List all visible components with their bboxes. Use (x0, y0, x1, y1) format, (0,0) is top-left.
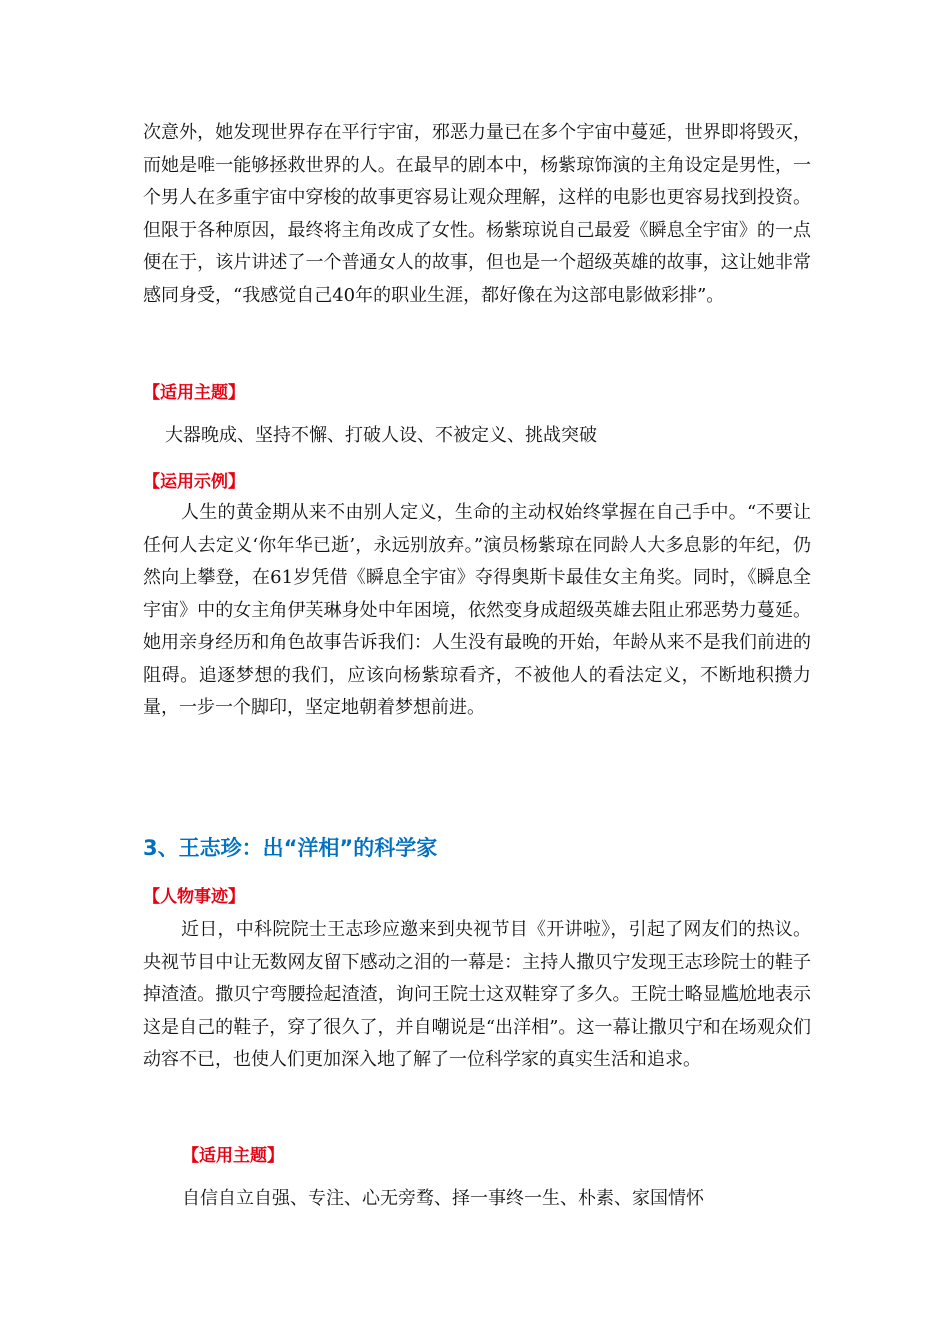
applicable-theme-text-2: 自信自立自强、专注、心无旁骛、择一事终一生、朴素、家国情怀 (182, 1188, 704, 1209)
person-deeds-paragraph: 近日，中科院院士王志珍应邀来到央视节目《开讲啦》，引起了网友们的热议。央视节目中让无数网友留下感动之泪的一幕是：主持人撒贝宁发现王志珍院士的鞋子掉渣渣。撒贝宁弯腰捡起渣渣，询问王院士这双鞋穿了多久。王院士略显尴尬地表示这是自己的鞋子，穿了很久了，并自嘲说是“出洋相”。这一幕让撒贝宁和在场观众们动容不已，也使人们更加深入地了解了一位科学家的真实生活和追求。 (143, 919, 811, 1070)
usage-example-paragraph: 人生的黄金期从来不由别人定义，生命的主动权始终掌握在自己手中。“不要让任何人去定义‘你年华已逝’，永远别放弃。”演员杨紫琼在同龄人大多息影的年纪，仍然向上攀登，在61岁凭借《瞬息全宇宙》夺得奥斯卡最佳女主角奖。同时，《瞬息全宇宙》中的女主角伊芙琳身处中年困境，依然变身成超级英雄去阻止邪恶势力蔓延。她用亲身经历和角色故事告诉我们：人生没有最晚的开始，年龄从来不是我们前进的阻碍。追逐梦想的我们，应该向杨紫琼看齐，不被他人的看法定义，不断地积攒力量，一步一个脚印，坚定地朝着梦想前进。 (143, 502, 811, 718)
usage-example-label: 【运用示例】 (143, 472, 245, 492)
story-paragraph-continued: 次意外，她发现世界存在平行宇宙，邪恶力量已在多个宇宙中蔓延，世界即将毁灭，而她是唯一能够拯救世界的人。在最早的剧本中，杨紫琼饰演的主角设定是男性，一个男人在多重宇宙中穿梭的故事更容易让观众理解，这样的电影也更容易找到投资。但限于各种原因，最终将主角改成了女性。杨紫琼说自己最爱《瞬息全宇宙》的一点便在于，该片讲述了一个普通女人的故事，但也是一个超级英雄的故事，这让她非常感同身受，“我感觉自己40年的职业生涯，都好像在为这部电影做彩排”。 (143, 122, 811, 306)
applicable-theme-label: 【适用主题】 (143, 383, 245, 403)
person-deeds-label: 【人物事迹】 (143, 887, 245, 907)
section-heading: 3、王志珍：出“洋相”的科学家 (143, 836, 438, 860)
applicable-theme-label-2: 【适用主题】 (182, 1146, 284, 1166)
applicable-theme-text: 大器晚成、坚持不懈、打破人设、不被定义、挑战突破 (165, 425, 597, 446)
